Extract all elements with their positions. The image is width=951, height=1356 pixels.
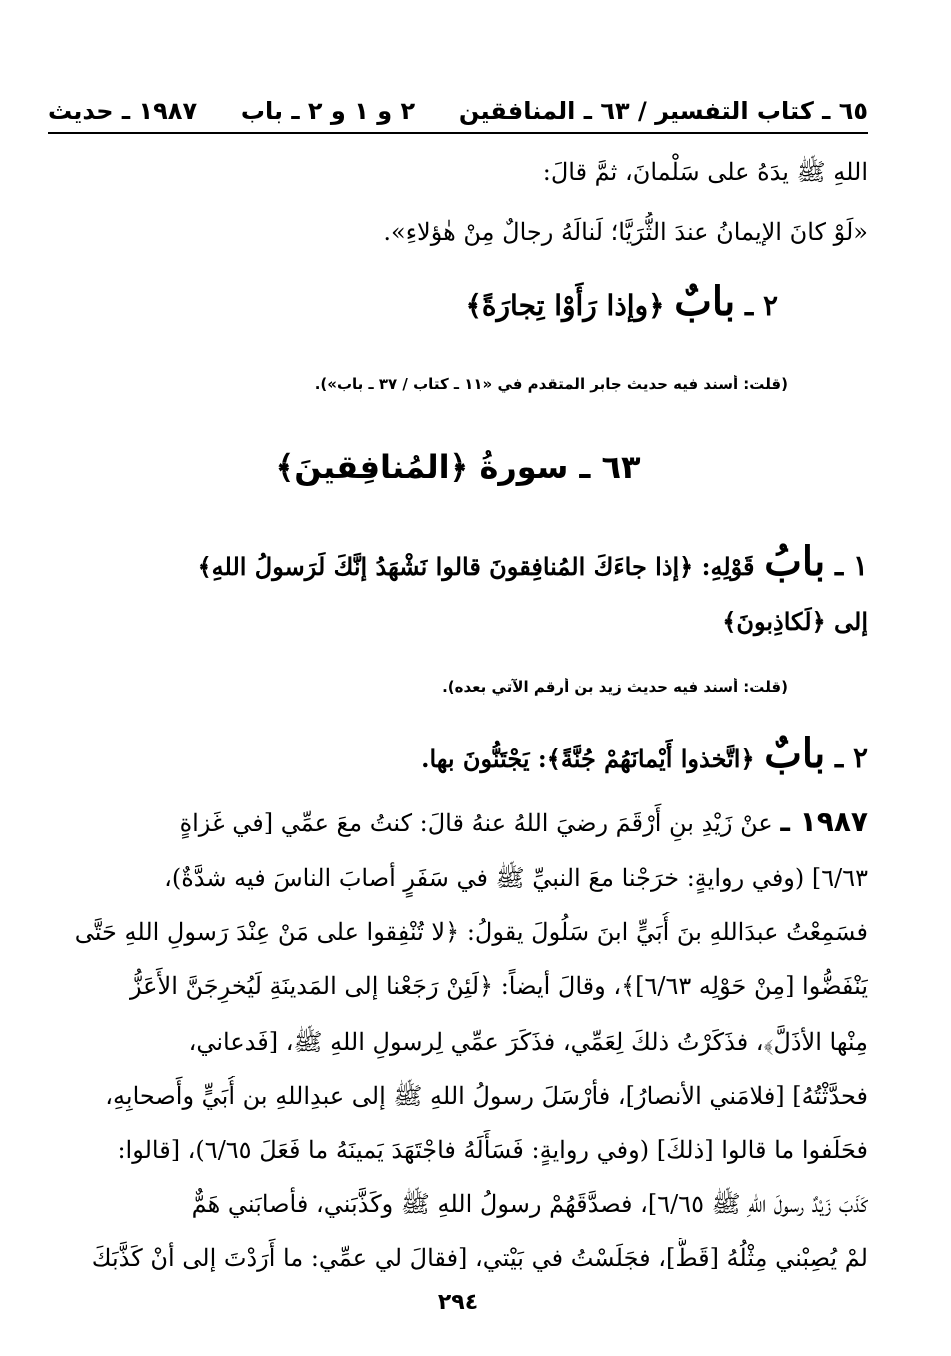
hadith-line: كَذَبَ زَيْدٌ رسولَ اللهِ ﷺ ٦/٦٥]، فصدَّقَهُمْ رسولُ اللهِ ﷺ وكَذَّبَني، فأصابَني هَمٌّ: [191, 1190, 868, 1218]
editor-note: (قلت: أسند فيه حديث زيد بن أرقم الآتي بعده).: [442, 678, 788, 696]
chapter-number: ١ ـ: [835, 549, 868, 582]
text-line: «لَوْ كانَ الإيمانُ عندَ الثُّرَيَّا؛ لَنالَهُ رجالٌ مِنْ هٰؤلاءِ».: [383, 218, 868, 246]
header-hadith-number: ١٩٨٧ ـ حديث: [48, 97, 198, 125]
chapter-heading: [48, 730, 868, 777]
chapter-number: ٢ ـ: [835, 741, 868, 774]
hadith-number: ١٩٨٧ ـ: [780, 805, 868, 838]
hadith-line: يَنْفَضُّوا [مِنْ حَوْلِه ٦/٦٣]﴾، وقالَ أيضاً: ﴿لَئِنْ رَجَعْنا إلى المَدينَةِ لَيُخرِجَنَّ الأَعَزُّ: [129, 972, 868, 1000]
page-number: ٢٩٤: [437, 1290, 479, 1315]
hadith-line: فحَلَفوا ما قالوا [ذلكَ] (وفي روايةٍ: فَسَأَلَهُ فاجْتَهَدَ يَمينَهُ ما فَعَلَ ٦/٦٥)، [قالوا:: [117, 1136, 868, 1164]
chapter-title: ﴿اتَّخذوا أَيْمانَهُمْ جُنَّةً﴾: يَجْتَنُّونَ بها.: [421, 744, 755, 773]
chapter-word: بابُ: [764, 538, 826, 585]
hadith-line: لمْ يُصِبْني مِثْلُهُ [قَطُّ]، فجَلَسْتُ في بَيْتي، [فقالَ لي عمِّي: ما أَرَدْتَ إلى أنْ كَذَّبَكَ: [91, 1244, 868, 1272]
chapter-title: ﴿وإذا رَأَوْا تِجارَةً﴾: [465, 289, 665, 322]
chapter-title-continued: إلى ﴿لَكاذِبونَ﴾: [722, 607, 868, 636]
sura-title: ٦٣ ـ سورةُ ﴿المُنافِقينَ﴾: [275, 448, 641, 486]
chapter-heading: [48, 278, 868, 325]
header-sections: ٢ و ١ و ٢ ـ باب: [240, 97, 416, 125]
chapter-heading: [48, 538, 868, 585]
running-header: [48, 90, 868, 134]
chapter-title: قَوْلِهِ: ﴿إذا جاءَكَ المُنافِقونَ قالوا نَشْهَدُ إنَّكَ لَرَسولُ اللهِ﴾: [197, 552, 755, 581]
hadith-line: مِنْها الأذَلَّ﴾، فذَكَرْتُ ذلكَ لِعَمِّي، فذَكَرَ عمِّي لِرسولِ اللهِ ﷺ، [فَدعاني،: [188, 1028, 868, 1056]
book-page: [48, 90, 868, 1330]
hadith-text: عنْ زَيْدِ بنِ أَرْقَمَ رضيَ اللهُ عنهُ قالَ: كنتُ معَ عمِّي [في غَزاةٍ: [179, 809, 773, 837]
chapter-word: بابٌ: [764, 730, 826, 777]
chapter-word: بابٌ: [674, 278, 736, 325]
text-line: اللهِ ﷺ يدَهُ على سَلْمانَ، ثمَّ قالَ:: [542, 158, 868, 186]
editor-note: (قلت: أسند فيه حديث جابر المتقدم في «١١ ـ كتاب / ٣٧ ـ باب»).: [314, 375, 788, 393]
hadith-line: [48, 802, 868, 843]
chapter-number: ٢ ـ: [745, 289, 778, 322]
hadith-line: فسَمِعْتُ عبدَاللهِ بنَ أُبَيٍّ ابنَ سَلُولَ يقولُ: ﴿لا تُنْفِقوا على مَنْ عِنْدَ رَسولِ اللهِ حَتَّى: [74, 918, 868, 946]
hadith-line: فحدَّثْتُهُ] [فلامَني الأنصارُ]، فأرْسَلَ رسولُ اللهِ ﷺ إلى عبدِاللهِ بن أُبَيٍّ وأَصحابِهِ،: [105, 1082, 868, 1110]
header-book-chapter: ٦٥ ـ كتاب التفسير / ٦٣ ـ المنافقين: [458, 97, 868, 125]
hadith-line: ٦/٦٣] (وفي روايةٍ: خرَجْنا معَ النبيِّ ﷺ في سَفَرٍ أصابَ الناسَ فيه شدَّةٌ)،: [164, 864, 868, 892]
